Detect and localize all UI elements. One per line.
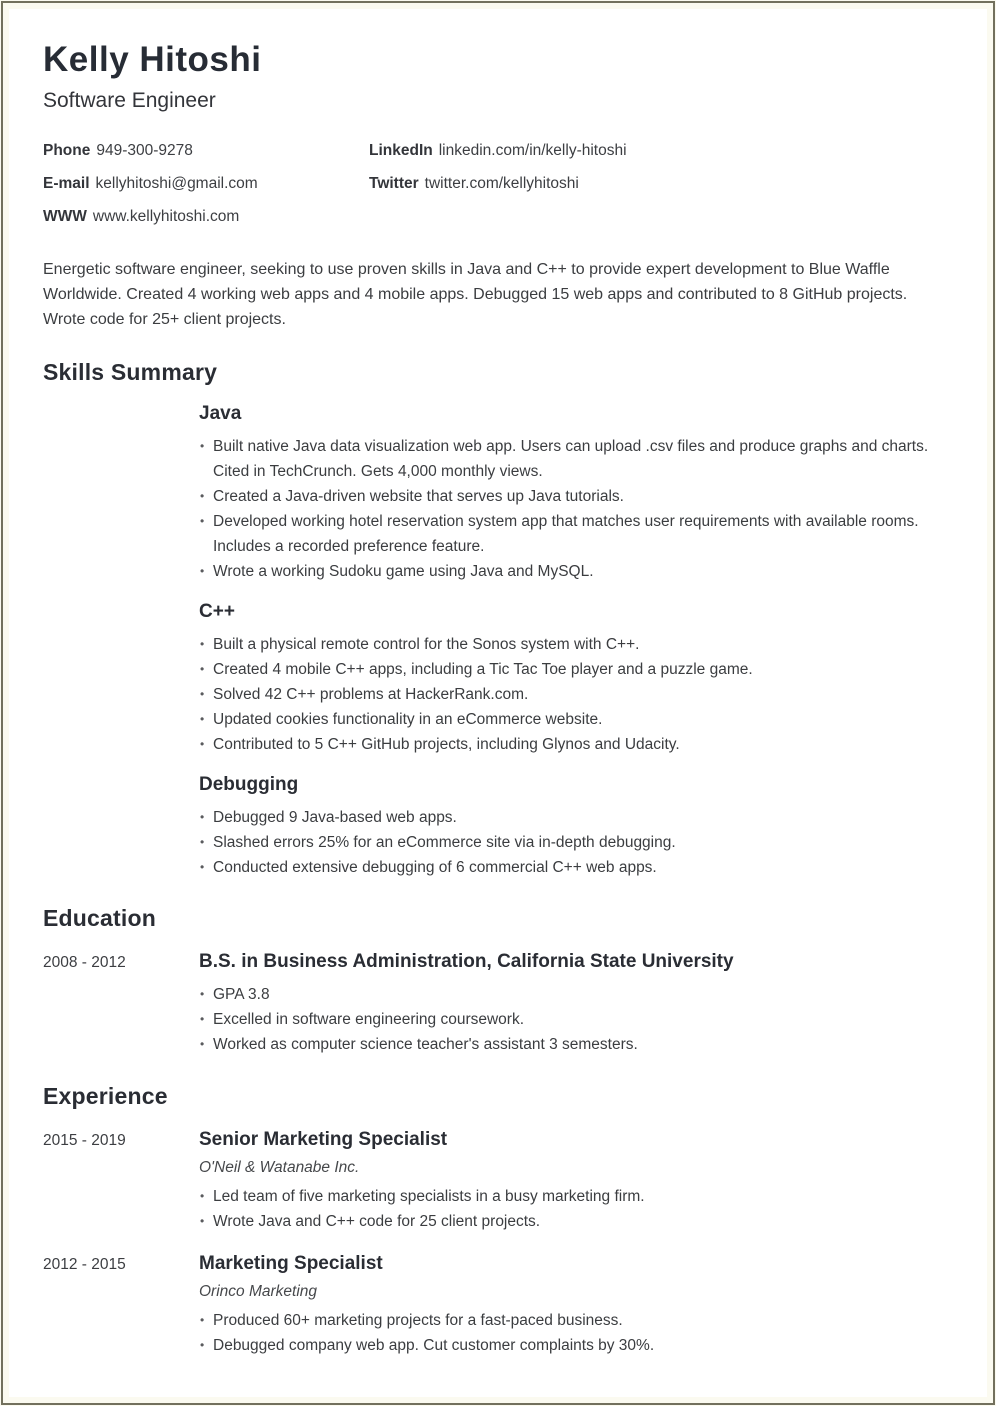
section-heading-skills: Skills Summary — [43, 359, 218, 386]
skill-group-title: Debugging — [199, 774, 299, 796]
skill-bullet-list — [199, 434, 953, 584]
contact-label: WWW — [43, 208, 87, 226]
contact-value: kellyhitoshi@gmail.com — [95, 175, 258, 193]
contact-label: Twitter — [369, 175, 419, 193]
entry-dates: 2012 - 2015 — [43, 1256, 126, 1274]
bullet-item: • Debugged company web app. Cut customer complaints by 30%. — [199, 1333, 953, 1358]
page-inner-frame — [3, 3, 993, 1403]
bullet-item: • Wrote a working Sudoku game using Java and MySQL. — [199, 559, 953, 584]
degree-title: B.S. in Business Administration, California State University — [199, 951, 734, 973]
bullet-item: • Updated cookies functionality in an eCommerce website. — [199, 707, 953, 732]
education-entry — [43, 951, 953, 1057]
experience-entry — [43, 1253, 953, 1358]
bullet-item: • Built native Java data visualization web app. Users can upload .csv files and produce graphs and charts. Cited in TechCrunch. Gets 4,000 monthly views. — [199, 434, 953, 484]
bullet-item: • Wrote Java and C++ code for 25 client projects. — [199, 1209, 953, 1234]
skill-group-debugging — [199, 774, 953, 880]
skill-group-title: Java — [199, 403, 242, 425]
bullet-item: • Produced 60+ marketing projects for a fast-paced business. — [199, 1308, 953, 1333]
bullet-item: • Excelled in software engineering coursework. — [199, 1007, 953, 1032]
summary-paragraph: Energetic software engineer, seeking to use proven skills in Java and C++ to provide expert development to Blue Waffle Worldwide. Created 4 working web apps and 4 mobile apps. Debugged 15 web apps and contributed to 8 GitHub projects. Wrote code for 25+ client projects. — [43, 261, 908, 329]
entry-body — [199, 1129, 953, 1234]
contact-label: LinkedIn — [369, 142, 433, 160]
experience-bullet-list — [199, 1308, 953, 1358]
bullet-item: • Worked as computer science teacher's assistant 3 semesters. — [199, 1032, 953, 1057]
entry-body — [199, 951, 953, 1057]
bullet-item: • Debugged 9 Java-based web apps. — [199, 805, 953, 830]
bullet-item: • Conducted extensive debugging of 6 commercial C++ web apps. — [199, 855, 953, 880]
bullet-item: • Contributed to 5 C++ GitHub projects, including Glynos and Udacity. — [199, 732, 953, 757]
resume-name: Kelly Hitoshi — [43, 40, 262, 79]
entry-dates: 2008 - 2012 — [43, 954, 126, 972]
contact-label: Phone — [43, 142, 91, 160]
job-position-title: Marketing Specialist — [199, 1253, 383, 1275]
company-name: Orinco Marketing — [199, 1283, 318, 1301]
bullet-item: • GPA 3.8 — [199, 982, 953, 1007]
section-heading-education: Education — [43, 905, 156, 932]
resume-job-title: Software Engineer — [43, 89, 216, 113]
page-border-frame — [1, 1, 995, 1405]
skill-group-java — [199, 403, 953, 584]
bullet-item: • Built a physical remote control for the Sonos system with C++. — [199, 632, 953, 657]
skill-group-title: C++ — [199, 601, 235, 623]
skill-group-cpp — [199, 601, 953, 757]
skill-bullet-list — [199, 805, 953, 880]
section-heading-experience: Experience — [43, 1083, 168, 1110]
entry-body — [199, 1253, 953, 1358]
education-bullet-list — [199, 982, 953, 1057]
contact-value: 949-300-9278 — [96, 142, 193, 160]
bullet-item: • Led team of five marketing specialists in a busy marketing firm. — [199, 1184, 953, 1209]
contact-value: twitter.com/kellyhitoshi — [424, 175, 579, 193]
skill-bullet-list — [199, 632, 953, 757]
bullet-item: • Created 4 mobile C++ apps, including a Tic Tac Toe player and a puzzle game. — [199, 657, 953, 682]
job-position-title: Senior Marketing Specialist — [199, 1129, 448, 1151]
contact-label: E-mail — [43, 175, 90, 193]
contact-value: linkedin.com/in/kelly-hitoshi — [438, 142, 627, 160]
bullet-item: • Created a Java-driven website that serves up Java tutorials. — [199, 484, 953, 509]
contact-row-twitter — [369, 173, 953, 194]
contact-row-phone — [43, 140, 369, 161]
entry-dates: 2015 - 2019 — [43, 1132, 126, 1150]
contact-row-www — [43, 206, 369, 227]
resume-content — [9, 9, 987, 1397]
experience-bullet-list — [199, 1184, 953, 1234]
bullet-item: • Developed working hotel reservation system app that matches user requirements with available rooms. Includes a recorded preference feature. — [199, 509, 953, 559]
contact-row-email — [43, 173, 369, 194]
bullet-item: • Solved 42 C++ problems at HackerRank.com. — [199, 682, 953, 707]
contact-row-linkedin — [369, 140, 953, 161]
skills-groups — [199, 403, 953, 880]
company-name: O'Neil & Watanabe Inc. — [199, 1159, 360, 1177]
contact-value: www.kellyhitoshi.com — [92, 208, 240, 226]
bullet-item: • Slashed errors 25% for an eCommerce site via in-depth debugging. — [199, 830, 953, 855]
experience-entry — [43, 1129, 953, 1234]
contact-block — [43, 140, 953, 227]
